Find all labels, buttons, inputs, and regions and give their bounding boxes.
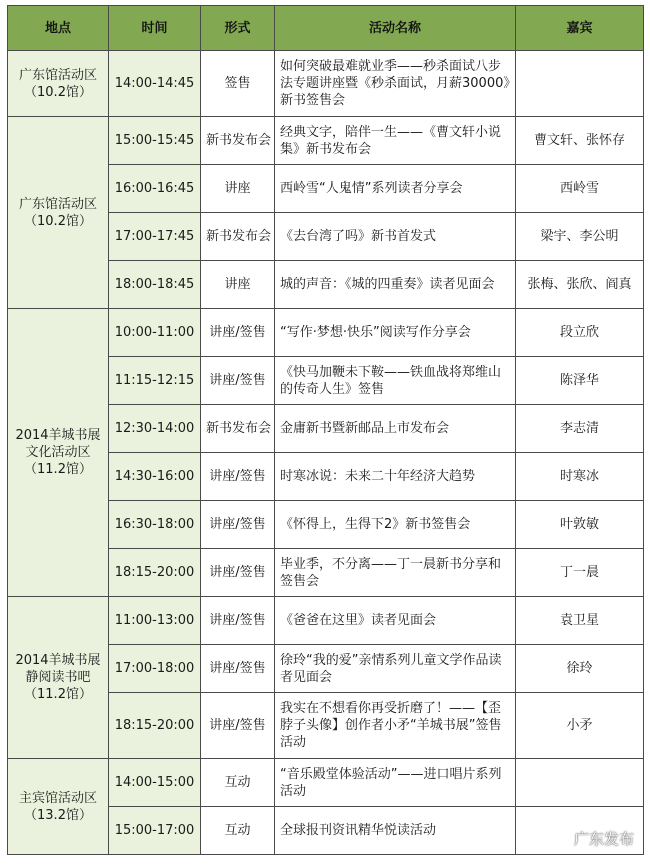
title-cell: “音乐殿堂体验活动”——进口唱片系列活动 (275, 759, 516, 807)
guest-cell (516, 759, 644, 807)
format-cell: 讲座/签售 (201, 645, 275, 693)
header-guest: 嘉宾 (516, 6, 644, 51)
guest-cell: 陈泽华 (516, 357, 644, 405)
title-cell: 金庸新书暨新邮品上市发布会 (275, 405, 516, 453)
format-cell: 讲座 (201, 165, 275, 213)
venue-cell: 广东馆活动区（10.2馆） (8, 51, 109, 117)
format-cell: 讲座/签售 (201, 453, 275, 501)
guest-cell: 小矛 (516, 693, 644, 759)
time-cell: 15:00-17:00 (109, 807, 201, 855)
format-cell: 讲座/签售 (201, 357, 275, 405)
time-cell: 16:30-18:00 (109, 501, 201, 549)
title-cell: 西岭雪“人鬼情”系列读者分享会 (275, 165, 516, 213)
guest-cell: 袁卫星 (516, 597, 644, 645)
time-cell: 18:00-18:45 (109, 261, 201, 309)
table-row (8, 51, 644, 117)
title-cell: 《快马加鞭未下鞍——铁血战将郑维山的传奇人生》签售 (275, 357, 516, 405)
format-cell: 互动 (201, 807, 275, 855)
title-cell: 经典文字，陪伴一生——《曹文轩小说集》新书发布会 (275, 117, 516, 165)
header-format: 形式 (201, 6, 275, 51)
time-cell: 18:15-20:00 (109, 693, 201, 759)
header-title: 活动名称 (275, 6, 516, 51)
time-cell: 17:00-18:00 (109, 645, 201, 693)
venue-cell: 广东馆活动区（10.2馆） (8, 117, 109, 309)
title-cell: 徐玲“我的爱”亲情系列儿童文学作品读者见面会 (275, 645, 516, 693)
format-cell: 讲座/签售 (201, 693, 275, 759)
guest-cell: 徐玲 (516, 645, 644, 693)
format-cell: 讲座/签售 (201, 501, 275, 549)
title-cell: 如何突破最难就业季——秒杀面试八步法专题讲座暨《秒杀面试，月薪30000》新书签售会 (275, 51, 516, 117)
title-cell: 毕业季，不分离——丁一晨新书分享和签售会 (275, 549, 516, 597)
time-cell: 14:30-16:00 (109, 453, 201, 501)
time-cell: 18:15-20:00 (109, 549, 201, 597)
watermark (547, 828, 634, 849)
time-cell: 12:30-14:00 (109, 405, 201, 453)
format-cell: 讲座/签售 (201, 597, 275, 645)
time-cell: 10:00-11:00 (109, 309, 201, 357)
header-row (8, 6, 644, 51)
format-cell: 互动 (201, 759, 275, 807)
format-cell: 新书发布会 (201, 213, 275, 261)
time-cell: 14:00-15:00 (109, 759, 201, 807)
header-time: 时间 (109, 6, 201, 51)
time-cell: 17:00-17:45 (109, 213, 201, 261)
format-cell: 新书发布会 (201, 405, 275, 453)
time-cell: 15:00-15:45 (109, 117, 201, 165)
table-row (8, 309, 644, 357)
title-cell: 《怀得上，生得下2》新书签售会 (275, 501, 516, 549)
guest-cell (516, 51, 644, 117)
table-row (8, 597, 644, 645)
title-cell: 我实在不想看你再受折磨了！——【歪脖子头像】创作者小矛“羊城书展”签售活动 (275, 693, 516, 759)
guest-cell: 张梅、张欣、阎真 (516, 261, 644, 309)
guest-cell: 李志清 (516, 405, 644, 453)
title-cell: 城的声音：《城的四重奏》读者见面会 (275, 261, 516, 309)
guest-cell: 曹文轩、张怀存 (516, 117, 644, 165)
watermark-text: 广东发布 (573, 830, 634, 848)
format-cell: 新书发布会 (201, 117, 275, 165)
format-cell: 讲座 (201, 261, 275, 309)
guest-cell: 叶敦敏 (516, 501, 644, 549)
table-row (8, 117, 644, 165)
wechat-icon (547, 830, 569, 848)
schedule-table (7, 5, 644, 855)
title-cell: 《爸爸在这里》读者见面会 (275, 597, 516, 645)
guest-cell: 时寒冰 (516, 453, 644, 501)
title-cell: 时寒冰说：未来二十年经济大趋势 (275, 453, 516, 501)
header-venue: 地点 (8, 6, 109, 51)
time-cell: 11:00-13:00 (109, 597, 201, 645)
title-cell: “写作·梦想·快乐”阅读写作分享会 (275, 309, 516, 357)
venue-cell: 2014羊城书展文化活动区（11.2馆） (8, 309, 109, 597)
venue-cell: 主宾馆活动区（13.2馆） (8, 759, 109, 855)
venue-cell: 2014羊城书展静阅读书吧（11.2馆） (8, 597, 109, 759)
format-cell: 讲座/签售 (201, 309, 275, 357)
time-cell: 14:00-14:45 (109, 51, 201, 117)
table-row (8, 759, 644, 807)
time-cell: 16:00-16:45 (109, 165, 201, 213)
schedule-body (8, 51, 644, 855)
guest-cell: 段立欣 (516, 309, 644, 357)
guest-cell: 丁一晨 (516, 549, 644, 597)
title-cell: 全球报刊资讯精华悦读活动 (275, 807, 516, 855)
time-cell: 11:15-12:15 (109, 357, 201, 405)
guest-cell: 西岭雪 (516, 165, 644, 213)
title-cell: 《去台湾了吗》新书首发式 (275, 213, 516, 261)
format-cell: 签售 (201, 51, 275, 117)
guest-cell: 梁宇、李公明 (516, 213, 644, 261)
format-cell: 讲座/签售 (201, 549, 275, 597)
